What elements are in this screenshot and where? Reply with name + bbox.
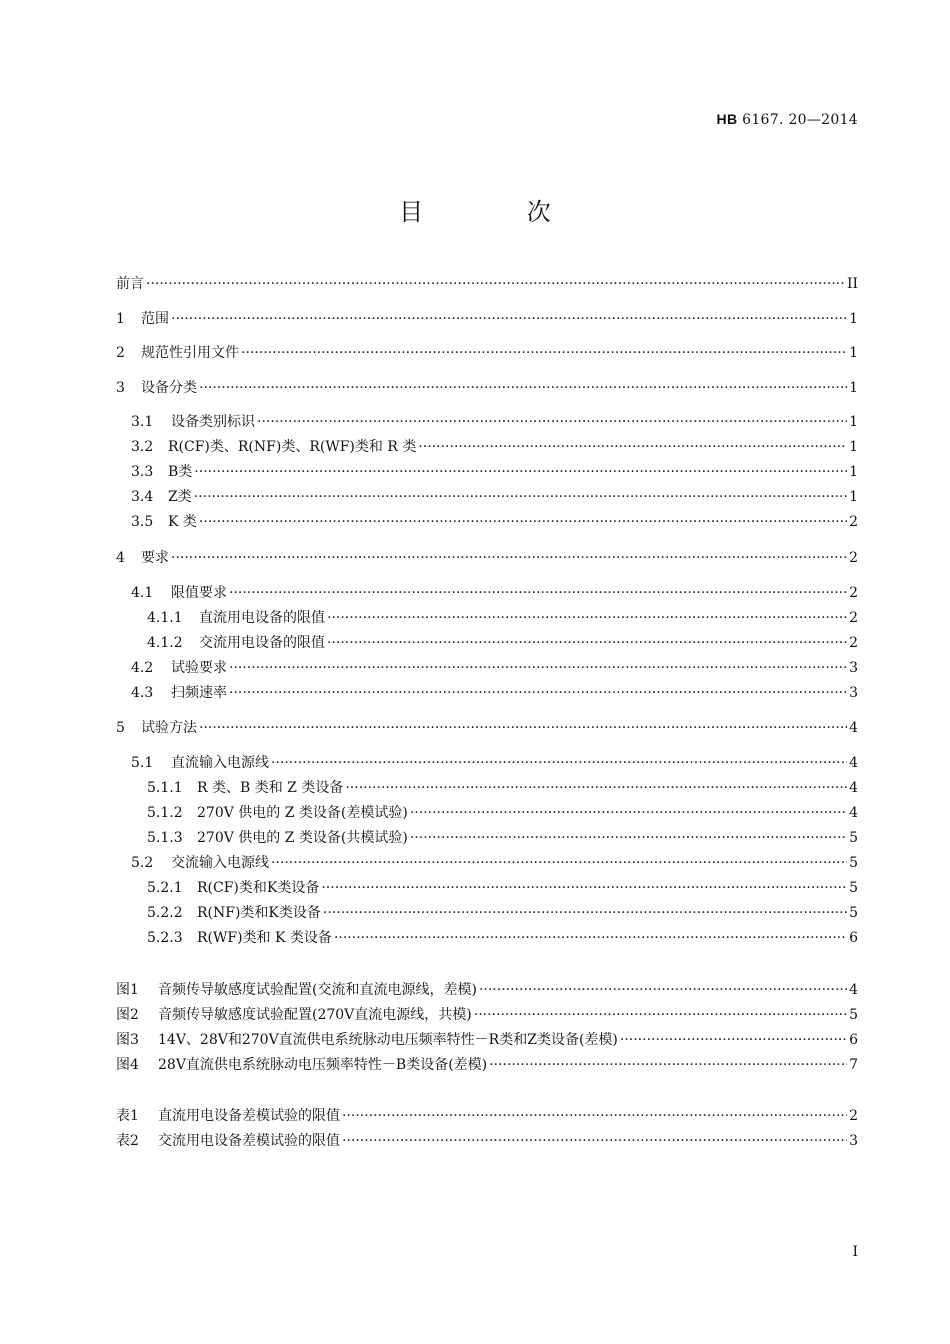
toc-leader <box>418 437 847 457</box>
toc-entry-page: 2 <box>849 585 858 601</box>
toc-entry-text: 交流输入电源线 <box>171 855 269 871</box>
table-entry-page: 2 <box>849 1108 858 1124</box>
toc-entry-page: 3 <box>849 685 858 701</box>
toc-entry-page: 4 <box>849 805 858 821</box>
figure-entry-text: 28V直流供电系统脉动电压频率特性－B类设备(差模) <box>158 1057 488 1073</box>
toc-entry-number: 3.5 <box>131 514 154 530</box>
page-number: I <box>852 1244 858 1260</box>
toc-entry-number: 4.1.1 <box>147 610 183 626</box>
toc-entry-page: 1 <box>849 414 858 430</box>
toc-entry-page: 4 <box>849 755 858 771</box>
toc-leader <box>410 803 847 823</box>
toc-entry-text: 扫频速率 <box>171 685 227 701</box>
toc-entry[interactable] <box>147 778 858 798</box>
toc-entry[interactable] <box>147 608 858 628</box>
toc-entry-page: 1 <box>849 311 858 327</box>
toc-leader <box>229 658 847 678</box>
toc-entry[interactable] <box>116 378 858 398</box>
toc-entry[interactable] <box>131 683 858 703</box>
toc-leader <box>489 1055 847 1075</box>
toc-entry-page: 6 <box>849 930 858 946</box>
toc-entry-text: 前言 <box>116 276 144 292</box>
toc-entry[interactable] <box>116 309 858 329</box>
toc-entry-page: 5 <box>849 855 858 871</box>
toc-leader <box>271 853 847 873</box>
toc-entry-page: 5 <box>849 830 858 846</box>
page-title: 目 次 <box>399 198 599 226</box>
toc-entry-page: 5 <box>849 905 858 921</box>
toc-entry[interactable] <box>131 753 858 773</box>
toc-leader <box>257 412 847 432</box>
toc-leader <box>334 928 847 948</box>
toc-entry-text: 直流用电设备的限值 <box>199 610 325 626</box>
figure-entry-text: 音频传导敏感度试验配置(270V直流电源线，共模) <box>158 1007 472 1023</box>
toc-entry-text: K 类 <box>168 514 197 530</box>
table-entry[interactable] <box>116 1106 858 1126</box>
table-entry-number: 表2 <box>116 1133 139 1149</box>
toc-entry-number: 2 <box>116 345 125 361</box>
toc-entry-number: 3.3 <box>131 464 154 480</box>
figure-entry-page: 5 <box>849 1007 858 1023</box>
toc-entry-number: 4.1.2 <box>147 635 183 651</box>
figure-entry-page: 4 <box>849 982 858 998</box>
toc-entry-text: R 类、B 类和 Z 类设备 <box>197 780 344 796</box>
toc-entry-number: 5.2 <box>131 855 154 871</box>
toc-entry-text: 270V 供电的 Z 类设备(差模试验) <box>197 805 408 821</box>
figure-entry-number: 图3 <box>116 1032 139 1048</box>
toc-entry[interactable] <box>147 928 858 948</box>
toc-entry-text: 试验要求 <box>171 660 227 676</box>
toc-entry[interactable] <box>147 633 858 653</box>
toc-leader <box>327 608 847 628</box>
toc-entry-text: 设备类别标识 <box>171 414 255 430</box>
toc-entry-text: R(CF)类、R(NF)类、R(WF)类和 R 类 <box>168 439 417 455</box>
figure-entry-text: 14V、28V和270V直流供电系统脉动电压频率特性－R类和Z类设备(差模) <box>158 1032 618 1048</box>
toc-entry-page: II <box>846 276 858 292</box>
toc-entry-page: 3 <box>849 660 858 676</box>
toc-entry[interactable] <box>131 583 858 603</box>
toc-entry-text: 规范性引用文件 <box>141 345 239 361</box>
toc-leader <box>474 1005 847 1025</box>
toc-entry-page: 1 <box>849 489 858 505</box>
toc-leader <box>171 309 847 329</box>
toc-entry[interactable] <box>116 718 858 738</box>
toc-leader <box>479 980 847 1000</box>
toc-leader <box>229 683 847 703</box>
toc-entry-number: 3 <box>116 380 125 396</box>
toc-entry-number: 1 <box>116 311 125 327</box>
toc-entry-page: 4 <box>849 720 858 736</box>
toc-entry-number: 5.2.2 <box>147 905 183 921</box>
document-code-number: 6167. 20—2014 <box>737 112 858 128</box>
toc-leader <box>229 583 847 603</box>
toc-entry[interactable] <box>116 343 858 363</box>
table-entry-number: 表1 <box>116 1108 139 1124</box>
document-code <box>717 111 858 128</box>
figure-entry[interactable] <box>116 1005 858 1025</box>
toc-entry-number: 4.3 <box>131 685 154 701</box>
toc-leader <box>342 1131 847 1151</box>
toc-entry-number: 4.2 <box>131 660 154 676</box>
toc-entry-page: 1 <box>849 380 858 396</box>
toc-entry-text: 270V 供电的 Z 类设备(共模试验) <box>197 830 408 846</box>
toc-leader <box>323 903 847 923</box>
toc-entry-page: 2 <box>849 550 858 566</box>
toc-entry-text: 要求 <box>141 550 169 566</box>
toc-entry-text: R(NF)类和K类设备 <box>197 905 321 921</box>
document-code-prefix: HB <box>716 111 738 127</box>
toc-entry-page: 1 <box>849 345 858 361</box>
toc-entry-page: 2 <box>849 514 858 530</box>
toc-leader <box>342 1106 847 1126</box>
table-entry-text: 直流用电设备差模试验的限值 <box>158 1108 340 1124</box>
toc-leader <box>146 274 845 294</box>
toc-entry[interactable] <box>131 487 858 507</box>
toc-leader <box>194 487 847 507</box>
toc-entry[interactable] <box>131 853 858 873</box>
figure-entry[interactable] <box>116 1030 858 1050</box>
figure-entry-number: 图2 <box>116 1007 139 1023</box>
toc-entry-text: R(WF)类和 K 类设备 <box>197 930 332 946</box>
toc-leader <box>271 753 847 773</box>
figure-entry-number: 图4 <box>116 1057 139 1073</box>
toc-entry-number: 3.2 <box>131 439 154 455</box>
toc-entry-page: 5 <box>849 880 858 896</box>
toc-leader <box>410 828 847 848</box>
toc-entry[interactable] <box>131 412 858 432</box>
toc-leader <box>345 778 847 798</box>
toc-leader <box>327 633 847 653</box>
table-entry-page: 3 <box>849 1133 858 1149</box>
table-entry-text: 交流用电设备差模试验的限值 <box>158 1133 340 1149</box>
toc-leader <box>321 878 847 898</box>
toc-entry-text: 范围 <box>141 311 169 327</box>
toc-leader <box>199 512 847 532</box>
figure-entry-page: 7 <box>849 1057 858 1073</box>
toc-entry-number: 5.2.3 <box>147 930 183 946</box>
toc-entry-number: 5.1 <box>131 755 154 771</box>
toc-entry-page: 1 <box>849 464 858 480</box>
figure-entry-page: 6 <box>849 1032 858 1048</box>
toc-entry-page: 4 <box>849 780 858 796</box>
toc-entry-number: 4 <box>116 550 125 566</box>
toc-entry-number: 3.1 <box>131 414 154 430</box>
toc-entry[interactable] <box>131 437 858 457</box>
toc-entry-page: 2 <box>849 610 858 626</box>
toc-entry[interactable] <box>147 828 858 848</box>
toc-entry[interactable] <box>131 462 858 482</box>
toc-leader <box>199 378 847 398</box>
toc-entry-number: 5 <box>116 720 125 736</box>
toc-leader <box>171 548 847 568</box>
toc-leader <box>241 343 847 363</box>
toc-entry-number: 5.1.3 <box>147 830 183 846</box>
toc-entry-number: 5.1.1 <box>147 780 183 796</box>
toc-entry-text: B类 <box>168 464 193 480</box>
toc-entry[interactable] <box>131 512 858 532</box>
figure-entry[interactable] <box>116 1055 858 1075</box>
toc-entry[interactable] <box>116 274 858 294</box>
toc-entry-text: 试验方法 <box>141 720 197 736</box>
toc-leader <box>194 462 847 482</box>
toc-entry[interactable] <box>116 548 858 568</box>
figure-entry-number: 图1 <box>116 982 139 998</box>
toc-entry[interactable] <box>147 903 858 923</box>
toc-entry-text: Z类 <box>168 489 192 505</box>
table-entry[interactable] <box>116 1131 858 1151</box>
toc-entry-text: 设备分类 <box>141 380 197 396</box>
toc-entry[interactable] <box>147 878 858 898</box>
toc-entry-number: 5.1.2 <box>147 805 183 821</box>
toc-leader <box>199 718 847 738</box>
figure-entry-text: 音频传导敏感度试验配置(交流和直流电源线，差模) <box>158 982 477 998</box>
toc-entry-page: 2 <box>849 635 858 651</box>
toc-entry-number: 4.1 <box>131 585 154 601</box>
toc-entry-page: 1 <box>849 439 858 455</box>
toc-entry[interactable] <box>131 658 858 678</box>
toc-entry-text: 限值要求 <box>171 585 227 601</box>
figure-entry[interactable] <box>116 980 858 1000</box>
toc-entry-text: 交流用电设备的限值 <box>199 635 325 651</box>
toc-leader <box>620 1030 847 1050</box>
toc-entry-number: 3.4 <box>131 489 154 505</box>
toc-entry-text: R(CF)类和K类设备 <box>197 880 320 896</box>
toc-entry[interactable] <box>147 803 858 823</box>
toc-entry-number: 5.2.1 <box>147 880 183 896</box>
toc-entry-text: 直流输入电源线 <box>171 755 269 771</box>
